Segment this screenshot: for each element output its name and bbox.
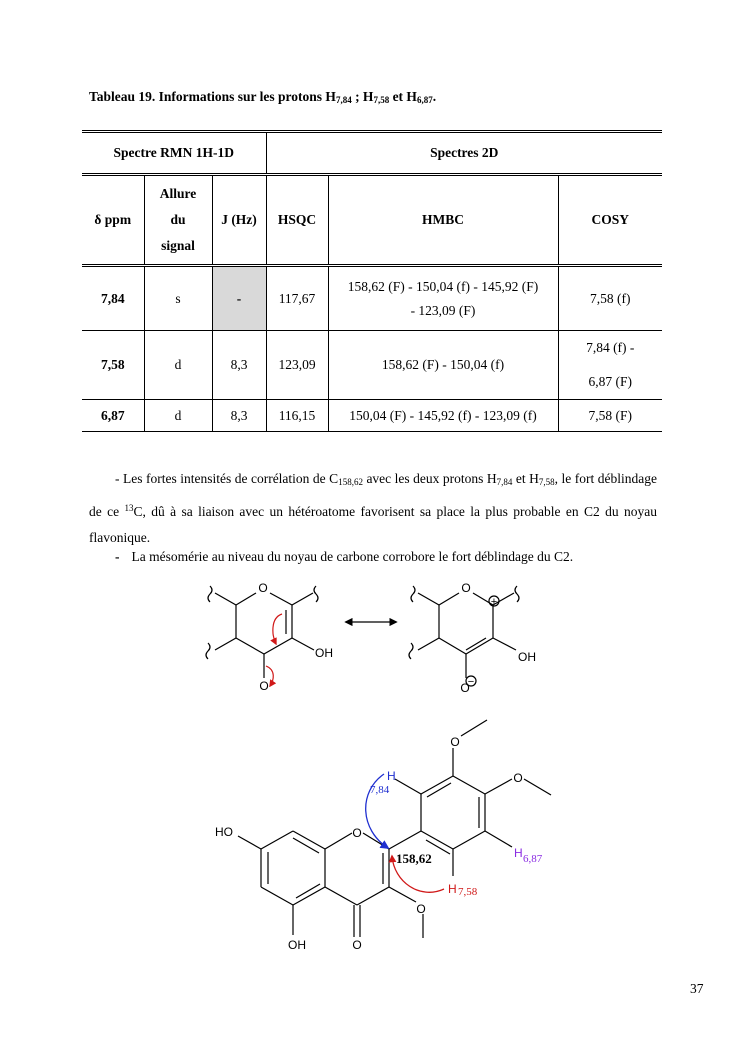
group-header-2d: Spectres 2D: [266, 132, 662, 175]
scheme-oxygen: O: [258, 581, 268, 595]
h758-label: 7,58: [458, 886, 478, 898]
cell-cosy: 7,84 (f) - 6,87 (F): [558, 331, 662, 400]
h758-atom: H: [448, 882, 457, 896]
flavone-hydroxyl-5: OH: [288, 938, 306, 952]
cell-hsqc: 117,67: [266, 266, 328, 331]
c2-shift-label: 158,62: [396, 851, 432, 866]
page-number: 37: [690, 981, 704, 996]
header-hsqc: HSQC: [266, 175, 328, 266]
scheme-oxygen: O: [461, 581, 471, 595]
header-j: J (Hz): [212, 175, 266, 266]
scheme-hydroxyl: OH: [315, 646, 333, 660]
cell-hmbc: 158,62 (F) - 150,04 (f) - 145,92 (F) - 123,09 (F): [328, 266, 558, 331]
table-caption: Tableau 19. Informations sur les protons $H_{7,84}$ ; $H_{7,58}$ et $H_{6,87}$.: [89, 89, 437, 105]
cell-allure: d: [144, 331, 212, 400]
header-hmbc: HMBC: [328, 175, 558, 266]
plus-charge-icon: +: [490, 596, 498, 608]
flavone-methoxy-oxygen-3p: O: [450, 735, 460, 749]
flavone-carbonyl-oxygen: O: [352, 938, 362, 952]
cell-hmbc: 158,62 (F) - 150,04 (f): [328, 331, 558, 400]
flavone-methoxy-oxygen-3: O: [416, 902, 426, 916]
cell-ppm: 6,87: [82, 400, 144, 432]
header-cosy: COSY: [558, 175, 662, 266]
h784-atom: H: [387, 769, 396, 783]
flavone-hydroxyl-7: HO: [215, 825, 233, 839]
cell-hsqc: 123,09: [266, 331, 328, 400]
cell-hmbc: 150,04 (F) - 145,92 (f) - 123,09 (f): [328, 400, 558, 432]
h784-label: 7,84: [370, 784, 390, 796]
scheme-carbonyl-oxygen: O: [259, 679, 269, 693]
minus-charge-icon: −: [467, 676, 475, 688]
cell-j: 8,3: [212, 331, 266, 400]
flavone-structure: [238, 720, 551, 938]
cell-cosy: 7,58 (F): [558, 400, 662, 432]
header-ppm: δ ppm: [82, 175, 144, 266]
h687-atom: H: [514, 846, 523, 860]
flavone-methoxy-oxygen-4p: O: [513, 771, 523, 785]
scheme-oxide-oxygen: O: [460, 681, 470, 695]
cell-j: 8,3: [212, 400, 266, 432]
h687-label: 6,87: [523, 853, 543, 865]
cell-cosy: 7,58 (f): [558, 266, 662, 331]
flavone-ring-oxygen: O: [352, 826, 362, 840]
paragraph-mesomery: - La mésomérie au niveau du noyau de carbone corrobore le fort déblindage du C2.: [115, 549, 574, 564]
resonance-structure-right: [409, 586, 519, 686]
paragraph-correlation: - Les fortes intensités de corrélation de $C_{158,62}$ avec les deux protons $H_{7,84}$ et $H_{7,58}$, le fort déblindage de ce $^{13}$C, dû à sa liaison avec un hétéroatome favorisent sa place la plus probable en C2 du noyau flavonique.: [89, 471, 657, 545]
cell-hsqc: 116,15: [266, 400, 328, 432]
resonance-structure-left: [206, 586, 318, 686]
header-allure: Allure du signal: [144, 175, 212, 266]
cell-ppm: 7,58: [82, 331, 144, 400]
cell-allure: d: [144, 400, 212, 432]
cell-j: -: [212, 266, 266, 331]
group-header-1d: Spectre RMN 1H-1D: [82, 132, 266, 175]
scheme-hydroxyl: OH: [518, 650, 536, 664]
cell-allure: s: [144, 266, 212, 331]
cell-ppm: 7,84: [82, 266, 144, 331]
